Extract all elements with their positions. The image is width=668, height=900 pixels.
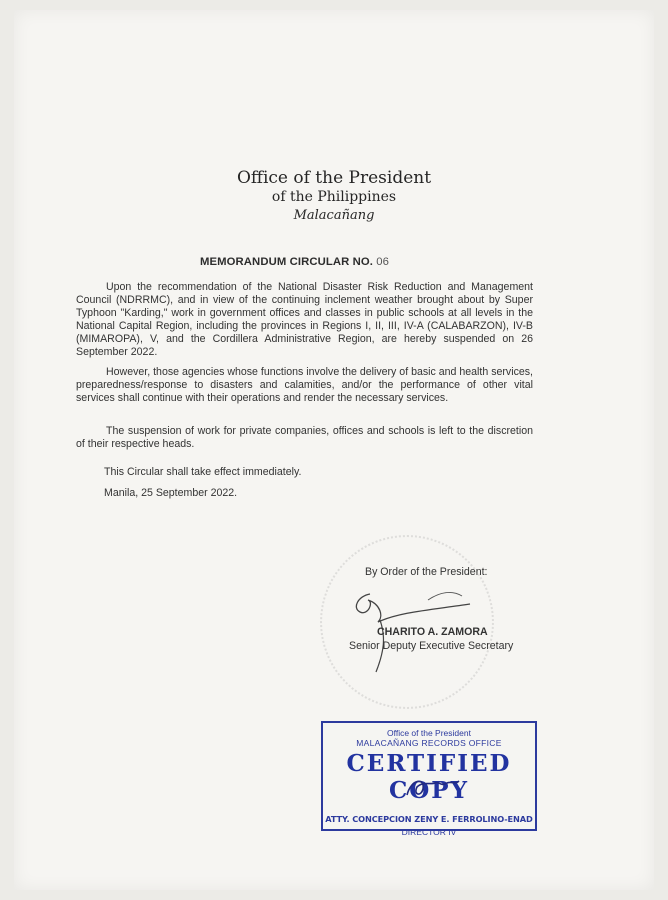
stamp-signature-icon (401, 773, 461, 803)
palace-heading: Malacañang (293, 208, 375, 223)
country-heading: of the Philippines (271, 189, 397, 205)
certified-copy-stamp (321, 721, 537, 837)
stamp-office-line: Office of the President (387, 728, 471, 738)
stamp-certifier-position: DIRECTOR IV (401, 827, 457, 837)
stamp-certified-copy: CERTIFIED COPY (346, 750, 512, 804)
signer-title: Senior Deputy Executive Secretary (349, 640, 514, 652)
signer-name: CHARITO A. ZAMORA (377, 626, 488, 638)
paragraph-exemptions: However, those agencies whose functions involve the delivery of basic and health services, preparedness/response to disasters and calamities, and/or the performance of other vital services shall continue with their operations and render the necessary services. (76, 366, 533, 404)
stamp-certifier-name: ATTY. CONCEPCION ZENY E. FERROLINO-ENAD (325, 814, 533, 824)
paragraph-suspension: Upon the recommendation of the National Disaster Risk Reduction and Management Council (NDRRMC), and in view of the continuing inclement weather brought about by Super Typhoon "Karding," work in government offices and classes in public schools at all levels in the National Capital Region, including the provinces in Regions I, II, III, IV-A (CALABARZON), IV-B (MIMAROPA), V, and the Cordillera Administrative Region, are hereby suspended on 26 September 2022. (76, 281, 533, 358)
stamp-records-line: MALACAÑANG RECORDS OFFICE (356, 738, 502, 748)
by-order-line: By Order of the President: (365, 566, 488, 578)
memo-title (200, 256, 389, 268)
memo-title-label: MEMORANDUM CIRCULAR NO. (200, 256, 373, 268)
office-heading: Office of the President (236, 168, 432, 188)
paragraph-private-sector: The suspension of work for private companies, offices and schools is left to the discretion of their respective heads. (76, 425, 533, 450)
date-line: Manila, 25 September 2022. (104, 487, 238, 499)
effectivity-line: This Circular shall take effect immediately. (104, 466, 302, 478)
memo-number: 06 (376, 256, 390, 268)
